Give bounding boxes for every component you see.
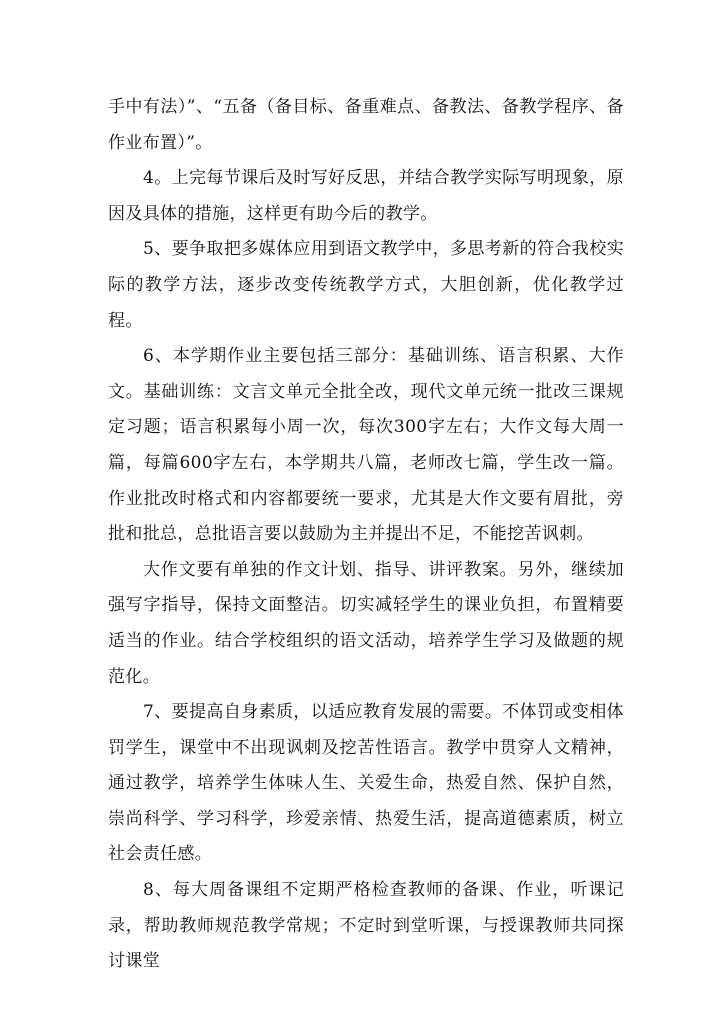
paragraph-item-8: 8、每大周备课组不定期严格检查教师的备课、作业，听课记录，帮助教师规范教学常规；不定时到堂听课，与授课教师共同探讨课堂 — [108, 880, 624, 972]
paragraph-item-5: 5、要争取把多媒体应用到语文教学中，多思考新的符合我校实际的教学方法，逐步改变传统教学方式，大胆创新，优化教学过程。 — [108, 239, 624, 331]
paragraph-continuation: 手中有法）”、“五备（备目标、备重难点、备教法、备教学程序、备作业布置）”。 — [108, 97, 624, 153]
paragraph-composition: 大作文要有单独的作文计划、指导、讲评教案。另外，继续加强写字指导，保持文面整洁。切实减轻学生的课业负担，布置精要适当的作业。结合学校组织的语文活动，培养学生学习及做题的规范化。 — [108, 559, 624, 687]
paragraph-item-6: 6、本学期作业主要包括三部分：基础训练、语言积累、大作文。基础训练：文言文单元全批全改，现代文单元统一批改三课规定习题；语言积累每小周一次，每次300字左右；大作文每大周一篇，每篇600字左右，本学期共八篇，老师改七篇，学生改一篇。作业批改时格式和内容都要统一要求，尤其是大作文要有眉批，旁批和批总，总批语言要以鼓励为主并提出不足，不能挖苦讽刺。 — [108, 346, 624, 545]
paragraph-item-4: 4。上完每节课后及时写好反思，并结合教学实际写明现象，原因及具体的措施，这样更有助今后的教学。 — [108, 168, 624, 224]
paragraph-item-7: 7、要提高自身素质，以适应教育发展的需要。不体罚或变相体罚学生，课堂中不出现讽刺及挖苦性语言。教学中贯穿人文精神，通过教学，培养学生体味人生、关爱生命，热爱自然、保护自然，崇尚科学、学习科学，珍爱亲情、热爱生活，提高道德素质，树立社会责任感。 — [108, 702, 624, 865]
body-text — [108, 90, 624, 980]
